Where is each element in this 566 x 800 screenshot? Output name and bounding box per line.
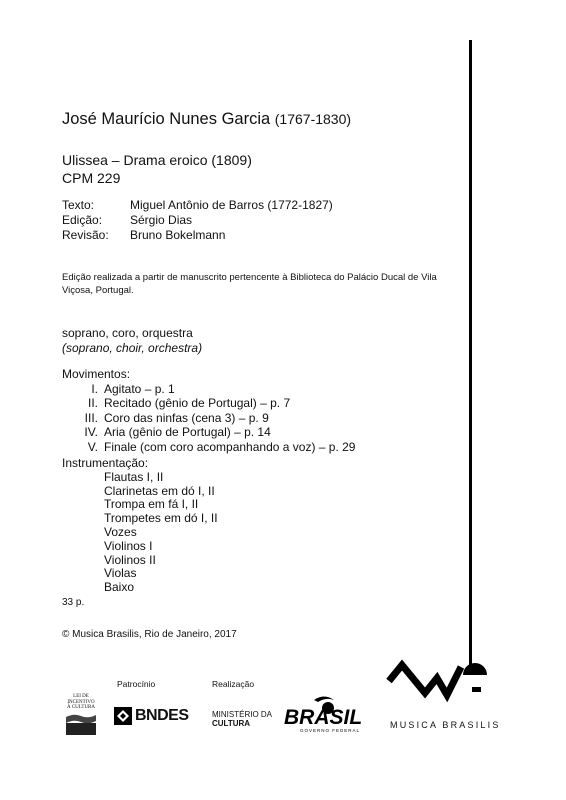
page-count: 33 p.	[62, 597, 85, 608]
movement-title: Aria (gênio de Portugal) – p. 14	[104, 425, 271, 439]
movement-title: Recitado (gênio de Portugal) – p. 7	[104, 396, 291, 410]
credit-row	[62, 198, 333, 213]
ministerio-line: MINISTÉRIO DA	[212, 710, 273, 719]
lei-incentivo-icon	[66, 713, 96, 735]
movement-item	[62, 411, 355, 426]
movement-number: III.	[84, 410, 98, 425]
instrument-item: Violinos I	[104, 538, 153, 553]
bndes-logo	[114, 707, 189, 725]
edition-note: Edição realizada a partir de manuscrito pertencente à Biblioteca do Palácio Ducal de Vila Viçosa, Portugal.	[62, 272, 437, 296]
brasil-wordmark: BRASIL	[284, 706, 362, 729]
movement-number: V.	[87, 439, 98, 454]
credits	[62, 198, 333, 243]
bndes-icon	[114, 707, 132, 725]
movement-number: IV.	[84, 425, 98, 439]
credit-label: Texto:	[62, 198, 95, 212]
publisher-name: MUSICA BRASILIS	[390, 720, 501, 730]
lei-text-line: LEI DE	[73, 694, 89, 699]
movement-title: Coro das ninfas (cena 3) – p. 9	[104, 410, 269, 425]
movements-heading: Movimentos:	[62, 367, 131, 381]
voicing	[62, 326, 202, 355]
instrument-item: Violas	[104, 566, 137, 581]
sponsorship-label: Patrocínio	[117, 679, 156, 689]
work-title: Ulissea – Drama eroico (1809)	[62, 152, 252, 168]
bndes-text: BNDES	[135, 707, 189, 724]
movement-item	[62, 382, 355, 397]
voicing-en: (soprano, choir, orchestra)	[62, 340, 203, 355]
movement-title: Finale (com coro acompanhando a voz) – p. 29	[104, 439, 356, 454]
credit-row	[62, 228, 333, 243]
movement-item	[62, 396, 355, 411]
instrumentation-list	[62, 457, 218, 595]
realization-label: Realização	[212, 679, 255, 689]
instrumentation-heading: Instrumentação:	[62, 456, 149, 470]
work-info	[62, 151, 252, 187]
instrument-item: Trompa em fá I, II	[104, 497, 199, 512]
musica-brasilis-logo-icon	[385, 655, 505, 715]
composer-heading	[62, 110, 351, 129]
instrument-item: Clarinetas em dó I, II	[104, 483, 215, 498]
credit-label: Edição:	[62, 213, 103, 227]
credit-value: Sérgio Dias	[130, 213, 193, 227]
ministerio-line: CULTURA	[212, 718, 251, 728]
instrument-item: Vozes	[104, 524, 137, 539]
lei-text-line: INCENTIVO	[67, 699, 95, 705]
movement-item	[62, 425, 355, 440]
composer-years: (1767-1830)	[274, 111, 352, 127]
instrument-item: Trompetes em dó I, II	[104, 511, 218, 526]
governo-federal-text: GOVERNO FEDERAL	[300, 728, 361, 733]
lei-incentivo-logo	[64, 694, 98, 711]
credit-value: Miguel Antônio de Barros (1772-1827)	[130, 198, 333, 212]
credit-row	[62, 213, 333, 228]
credit-label: Revisão:	[62, 228, 109, 242]
movement-title: Agitato – p. 1	[104, 381, 175, 396]
work-catalog: CPM 229	[62, 170, 121, 186]
movement-number: I.	[91, 381, 98, 396]
movement-number: II.	[87, 396, 98, 410]
lei-text-line: À CULTURA	[66, 705, 95, 710]
voicing-pt: soprano, coro, orquestra	[62, 326, 193, 340]
instrument-item: Violinos II	[104, 552, 156, 567]
vertical-rule	[469, 40, 472, 672]
instrument-item: Flautas I, II	[104, 469, 164, 484]
movement-item	[62, 440, 355, 455]
instrument-item: Baixo	[104, 580, 135, 595]
credit-value: Bruno Bokelmann	[130, 228, 226, 242]
copyright: © Musica Brasilis, Rio de Janeiro, 2017	[62, 629, 237, 640]
movements-list	[62, 367, 355, 454]
composer-name: José Maurício Nunes Garcia	[62, 110, 271, 128]
ministerio-cultura-logo	[212, 711, 272, 728]
brasil-governo-federal-logo	[282, 694, 362, 734]
